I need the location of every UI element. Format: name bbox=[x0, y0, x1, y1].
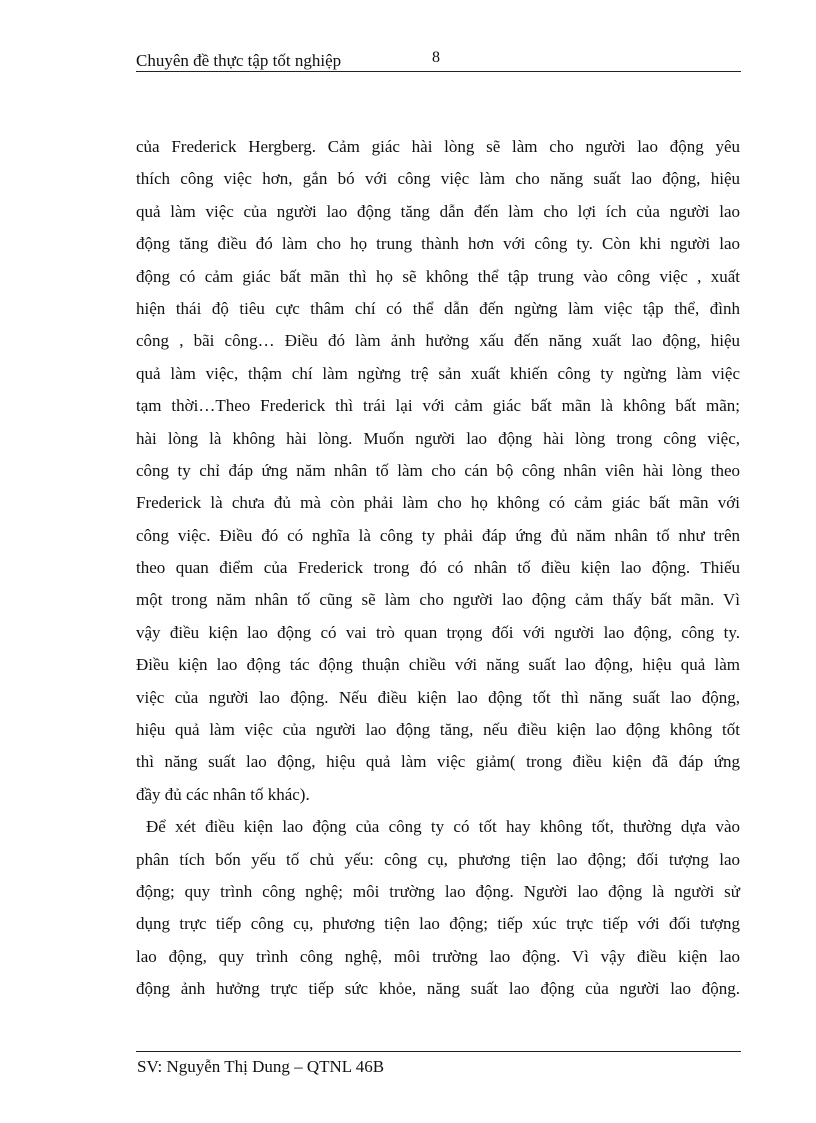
body-line: động ảnh hưởng trực tiếp sức khỏe, năng suất lao động của người lao động. bbox=[136, 979, 740, 999]
body-line: công , bãi công… Điều đó làm ảnh hưởng xấu đến năng xuất lao động, hiệu bbox=[136, 331, 740, 351]
body-line-paragraph-start: Để xét điều kiện lao động của công ty có tốt hay không tốt, thường dựa vào bbox=[146, 817, 740, 837]
body-line: một trong năm nhân tố cũng sẽ làm cho người lao động cảm thấy bất mãn. Vì bbox=[136, 590, 740, 610]
header-title: Chuyên đề thực tập tốt nghiệp bbox=[136, 51, 342, 70]
body-line: quả làm việc, thậm chí làm ngừng trệ sản xuất khiến công ty ngừng làm việc bbox=[136, 363, 740, 383]
body-line: hài lòng là không hài lòng. Muốn người lao động hài lòng trong công việc, bbox=[136, 428, 740, 448]
body-line: tạm thời…Theo Frederick thì trái lại với cảm giác bất mãn là không bất mãn; bbox=[136, 396, 740, 416]
body-line: theo quan điểm của Frederick trong đó có nhân tố điều kiện lao động. Thiếu bbox=[136, 558, 740, 578]
body-line: Frederick là chưa đủ mà còn phải làm cho họ không có cảm giác bất mãn với bbox=[136, 493, 740, 513]
body-text bbox=[136, 131, 740, 1006]
body-line: của Frederick Hergberg. Cảm giác hài lòng sẽ làm cho người lao động yêu bbox=[136, 137, 740, 156]
body-line: thì năng suất lao động, hiệu quả làm việc giảm( trong điều kiện đã đáp ứng bbox=[136, 752, 740, 772]
body-line: công ty chỉ đáp ứng năm nhân tố làm cho cán bộ công nhân viên hài lòng theo bbox=[136, 460, 740, 480]
page-number: 8 bbox=[432, 49, 440, 66]
page-header bbox=[136, 48, 740, 72]
body-line: dụng trực tiếp công cụ, phương tiện lao động; tiếp xúc trực tiếp với đối tượng bbox=[136, 914, 740, 934]
page-footer: SV: Nguyễn Thị Dung – QTNL 46B bbox=[137, 1057, 385, 1076]
body-line: hiệu quả làm việc của người lao động tăng, nếu điều kiện lao động không tốt bbox=[136, 720, 740, 740]
body-line: lao động, quy trình công nghệ, môi trường lao động. Vì vậy điều kiện lao bbox=[136, 946, 740, 966]
body-line: quả làm việc của người lao động tăng dẫn đến làm cho lợi ích của người lao bbox=[136, 201, 740, 221]
body-line: vậy điều kiện lao động có vai trò quan trọng đối với người lao động, công ty. bbox=[136, 622, 740, 642]
body-line: động có cảm giác bất mãn thì họ sẽ không thể tập trung vào công việc , xuất bbox=[136, 266, 740, 286]
header-divider bbox=[136, 71, 741, 72]
body-line: động; quy trình công nghệ; môi trường lao động. Người lao động là người sử bbox=[136, 881, 740, 901]
footer-divider bbox=[136, 1051, 741, 1052]
body-line: thích công việc hơn, gắn bó với công việc làm cho năng suất lao động, hiệu bbox=[136, 169, 740, 189]
body-line: việc của người lao động. Nếu điều kiện lao động tốt thì năng suất lao động, bbox=[136, 687, 740, 707]
body-line: Điều kiện lao động tác động thuận chiều với năng suất lao động, hiệu quả làm bbox=[136, 655, 740, 675]
body-line: công việc. Điều đó có nghĩa là công ty phải đáp ứng đủ năm nhân tố như trên bbox=[136, 525, 740, 545]
body-line: động tăng điều đó làm cho họ trung thành hơn với công ty. Còn khi người lao bbox=[136, 234, 740, 254]
body-line: phân tích bốn yếu tố chủ yếu: công cụ, phương tiện lao động; đối tượng lao bbox=[136, 849, 740, 869]
body-line: hiện thái độ tiêu cực thâm chí có thể dẫn đến ngừng làm việc tập thể, đình bbox=[136, 298, 740, 318]
body-line: đầy đủ các nhân tố khác). bbox=[136, 784, 310, 804]
